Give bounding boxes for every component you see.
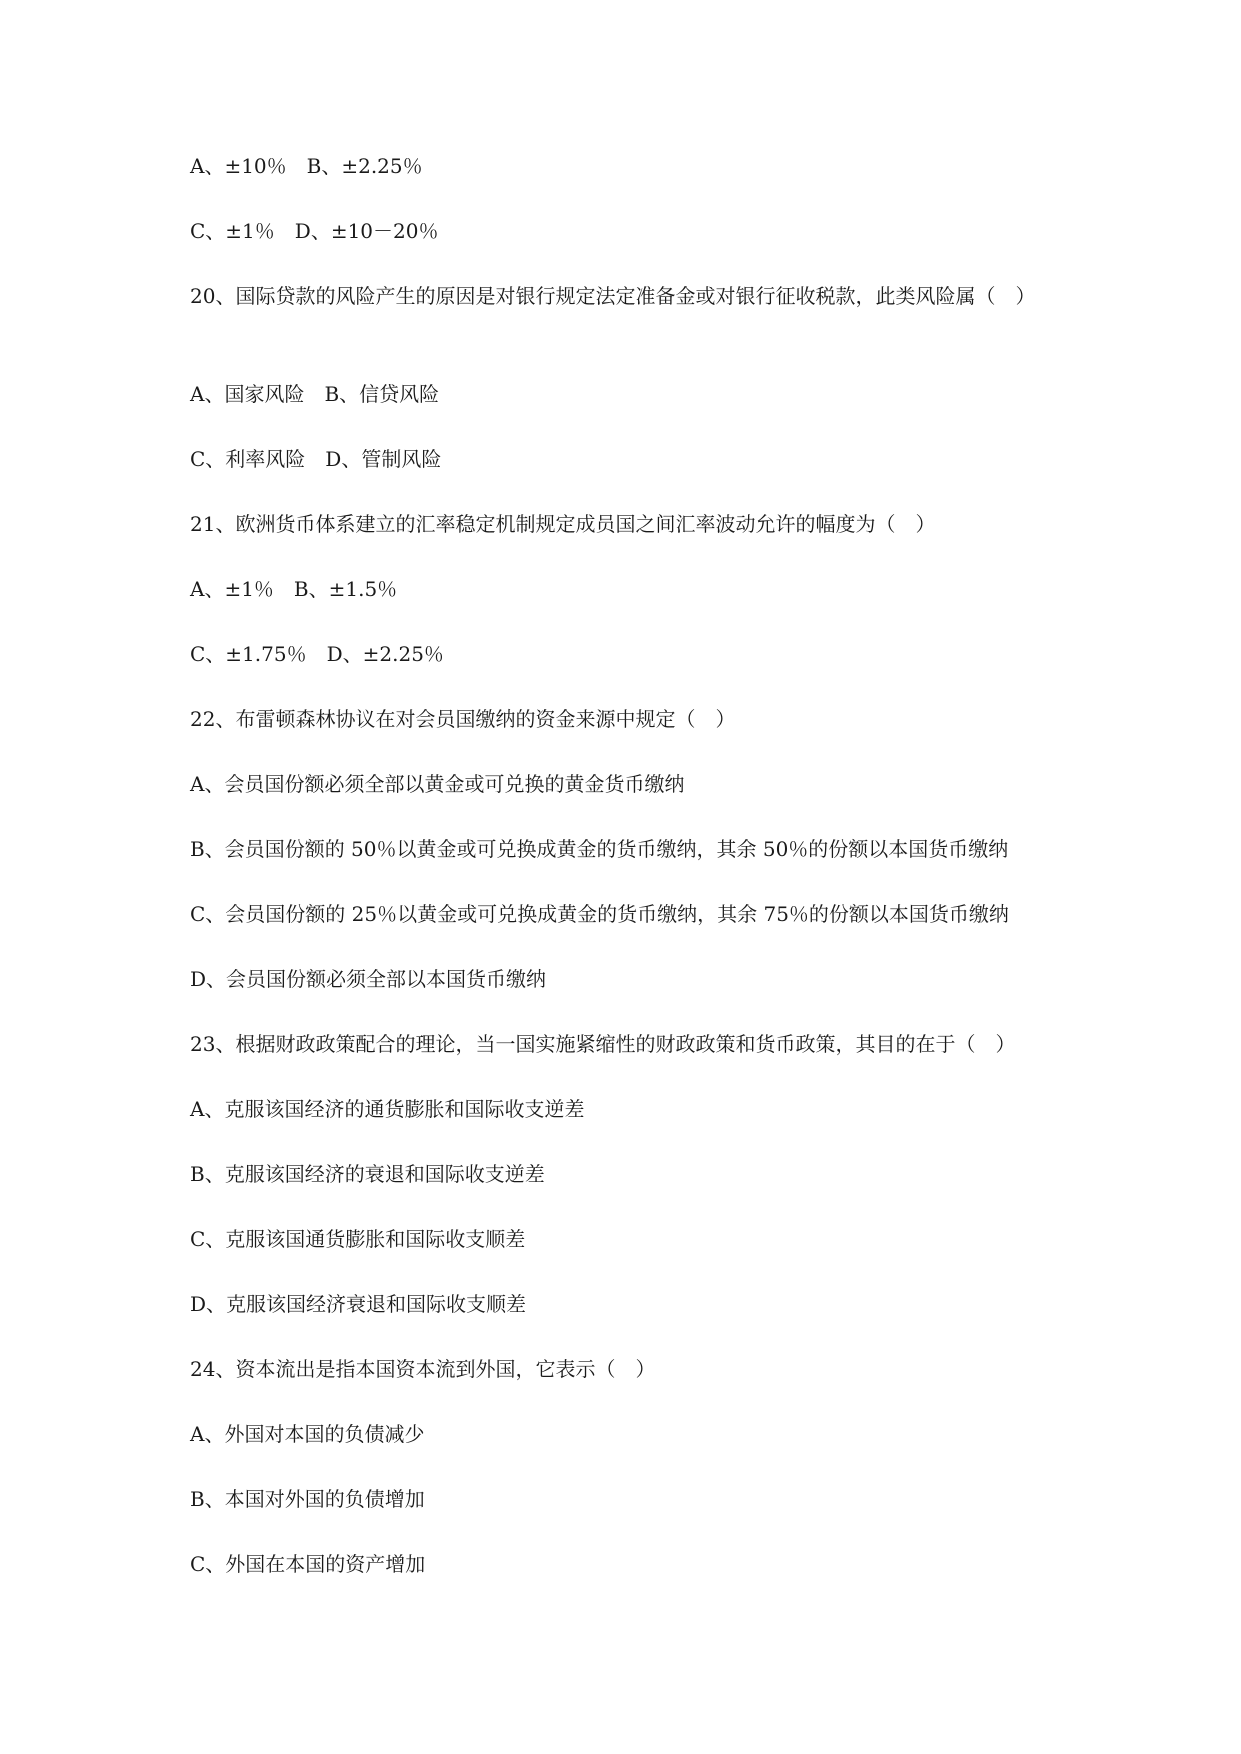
option-line: B、本国对外国的负债增加	[190, 1487, 425, 1511]
question-22: 22、布雷顿森林协议在对会员国缴纳的资金来源中规定（ ）	[190, 707, 736, 731]
option-line: C、±1.75％ D、±2.25％	[190, 642, 444, 666]
question-23: 23、根据财政政策配合的理论，当一国实施紧缩性的财政政策和货币政策，其目的在于（ ）	[190, 1032, 1016, 1056]
option-line: B、克服该国经济的衰退和国际收支逆差	[190, 1162, 545, 1186]
question-21: 21、欧洲货币体系建立的汇率稳定机制规定成员国之间汇率波动允许的幅度为（ ）	[190, 512, 936, 536]
option-line: C、克服该国通货膨胀和国际收支顺差	[190, 1227, 526, 1251]
option-line: C、利率风险 D、管制风险	[190, 447, 442, 471]
option-line: A、国家风险 B、信贷风险	[190, 382, 440, 406]
question-20: 20、国际贷款的风险产生的原因是对银行规定法定准备金或对银行征收税款，此类风险属（ ）	[190, 284, 1036, 308]
option-line: A、±1％ B、±1.5％	[190, 577, 398, 601]
option-line: D、克服该国经济衰退和国际收支顺差	[190, 1292, 527, 1316]
option-line: A、外国对本国的负债减少	[190, 1422, 425, 1446]
option-line: C、会员国份额的 25％以黄金或可兑换成黄金的货币缴纳，其余 75％的份额以本国货币缴纳	[190, 902, 1009, 926]
option-line: A、会员国份额必须全部以黄金或可兑换的黄金货币缴纳	[190, 772, 685, 796]
option-line: B、会员国份额的 50％以黄金或可兑换成黄金的货币缴纳，其余 50％的份额以本国货币缴纳	[190, 837, 1009, 861]
option-line: A、克服该国经济的通货膨胀和国际收支逆差	[190, 1097, 585, 1121]
question-24: 24、资本流出是指本国资本流到外国，它表示（ ）	[190, 1357, 656, 1381]
option-line: A、±10％ B、±2.25％	[190, 154, 423, 178]
option-line: C、±1％ D、±10－20％	[190, 219, 439, 243]
option-line: D、会员国份额必须全部以本国货币缴纳	[190, 967, 547, 991]
option-line: C、外国在本国的资产增加	[190, 1552, 426, 1576]
